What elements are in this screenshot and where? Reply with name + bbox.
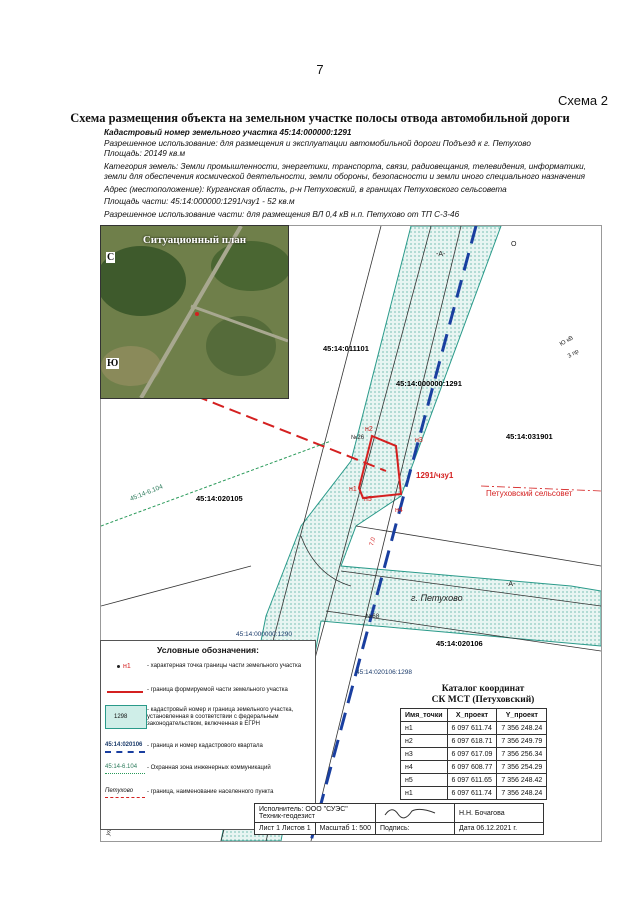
label-town: г. Петухово	[411, 593, 463, 603]
legend-title: Условные обозначения:	[157, 645, 259, 655]
label-h2: н2	[365, 426, 373, 433]
label-h4: н4	[395, 507, 403, 514]
address: Адрес (местоположение): Курганская область, р-н Петуховский, в границах Петуховского сельсовета	[104, 185, 507, 194]
land-category-1: Категория земель: Земли промышленности, энергетики, транспорта, связи, радиовещания, телевидения, информатики,	[104, 162, 587, 171]
page-number: 7	[316, 62, 324, 77]
scale: Масштаб 1: 500	[315, 823, 375, 835]
label-road-a2: -А-	[506, 581, 516, 588]
utility-zone-line	[101, 441, 331, 526]
label-q4: 45:14:020106	[436, 639, 483, 648]
part-permitted-use: Разрешенное использование части: для размещения ВЛ 0,4 кВ н.п. Петухово от ТП С-3-46	[104, 210, 460, 219]
legend-item: н1 - характерная точка границы части земельного участка	[101, 661, 315, 679]
label-ref-68: №68	[366, 614, 380, 620]
cadastral-number: Кадастровый номер земельного участка 45:14:000000:1291	[104, 128, 352, 137]
catalog-title: Каталог координат СК МСТ (Петуховский)	[431, 684, 535, 705]
label-part: 1291/чзу1	[416, 471, 454, 480]
legend-item: 45:14:020106 - граница и номер кадастрового квартала	[101, 741, 315, 759]
legend-item: 45:14-6.104 - Охранная зона инженерных коммуникаций	[101, 763, 315, 781]
label-ref-26: №26	[351, 435, 365, 441]
legend	[100, 640, 316, 830]
catalog-header: Имя_точки Х_проект Y_проект	[401, 709, 547, 722]
table-row: н5 6 097 611.65 7 356 248.42	[401, 774, 547, 787]
legend-item: - граница формируемой части земельного участка	[101, 685, 315, 703]
signature-mark	[380, 805, 440, 819]
scheme-label: Схема 2	[558, 93, 608, 108]
table-row: н4 6 097 608.77 7 356 254.29	[401, 761, 547, 774]
label-h5: н5	[364, 496, 372, 503]
south-label: Ю	[107, 358, 119, 369]
settlement-symbol: Петухово	[105, 787, 145, 803]
signature-label: Подпись:	[375, 823, 454, 835]
legend-item: 1298 - кадастровый номер и граница земельного участка, установленная в соответствии с федеральным законодательством, включенная в ЕГРН	[101, 705, 315, 733]
zone-symbol: 45:14-6.104	[105, 763, 145, 779]
point-symbol: н1	[105, 661, 145, 677]
label-side-1: Ю кВ	[559, 335, 575, 348]
title-block	[254, 803, 544, 835]
label-zone: 45:14-6.104	[129, 483, 164, 503]
table-row: н3 6 097 617.09 7 356 256.34	[401, 748, 547, 761]
table-row: н1 6 097 611.74 7 356 248.24	[401, 787, 547, 800]
legend-item: Петухово - граница, наименование населенного пункта	[101, 787, 315, 805]
label-side-2: 3 пр	[567, 348, 581, 360]
parcel-symbol: 1298	[105, 705, 147, 729]
label-parcel-1290: 45:14:000000:1290	[236, 631, 293, 638]
boundary-symbol	[105, 685, 145, 701]
label-q2: 45:14:020105	[196, 494, 243, 503]
label-letter-o: О	[511, 241, 517, 248]
situation-photo	[101, 226, 288, 398]
label-parcel: 45:14:000000:1291	[396, 379, 462, 388]
label-road-a1: -А-	[436, 251, 446, 258]
quarter-symbol: 45:14:020106	[105, 741, 145, 757]
document-title: Схема размещения объекта на земельном участке полосы отвода автомобильной дороги	[70, 111, 570, 125]
sheet-info: Лист 1 Листов 1	[255, 823, 316, 835]
coordinate-catalog	[400, 708, 547, 800]
land-category-2: земли для обеспечения космической деятельности, земли обороны, безопасности и земли иного специального назначения	[104, 172, 586, 181]
label-q1: 45:14:011101	[323, 344, 369, 353]
table-row: н1 6 097 611.74 7 356 248.24	[401, 722, 547, 735]
date: Дата 06.12.2021 г.	[454, 823, 543, 835]
label-dim: 7,0	[369, 536, 378, 547]
label-h1: н1	[349, 486, 357, 493]
permitted-use: Разрешенное использование: для размещения и эксплуатации автомобильной дороги Подъезд к г. Петухово	[104, 139, 531, 148]
label-village: Петуховский сельсовет	[486, 489, 573, 498]
label-h3: н3	[415, 437, 423, 444]
label-parcel-1298: 45:14:020106:1298	[356, 669, 413, 676]
label-q3: 45:14:031901	[506, 432, 553, 441]
part-area: Площадь части: 45:14:000000:1291/чзу1 - 52 кв.м	[104, 197, 295, 206]
north-label: С	[107, 252, 115, 263]
signature-area	[375, 804, 454, 823]
executor: Исполнитель: ООО "СУЭС" Техник-геодезист	[255, 804, 376, 823]
executor-name: Н.Н. Бочагова	[454, 804, 543, 823]
parcel-area: Площадь: 20149 кв.м	[104, 149, 186, 158]
situation-plan	[100, 225, 289, 399]
situation-plan-title: Ситуационный план	[142, 234, 247, 246]
table-row: н2 6 097 618.71 7 356 249.79	[401, 735, 547, 748]
power-line	[196, 396, 386, 471]
